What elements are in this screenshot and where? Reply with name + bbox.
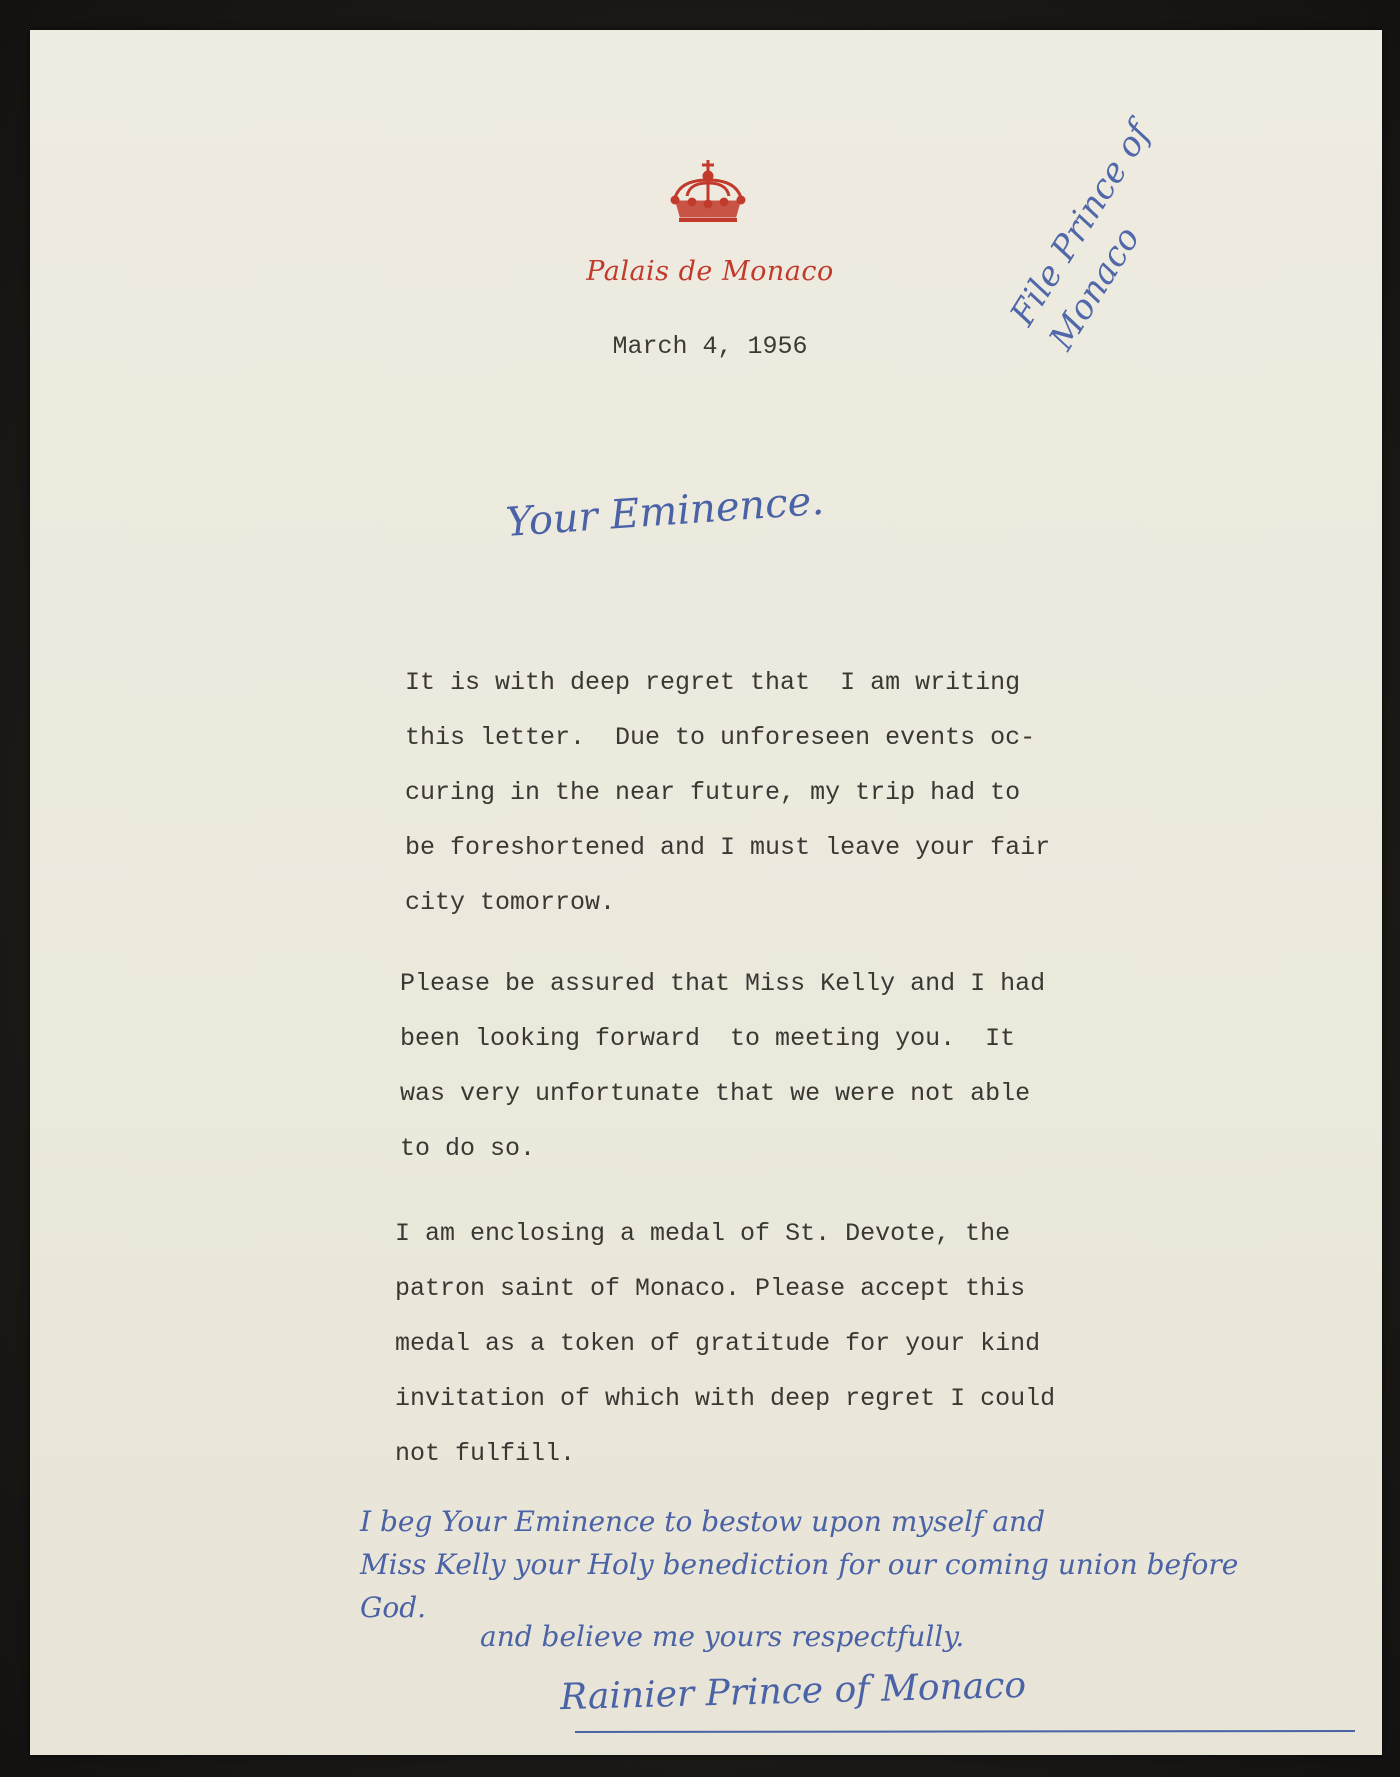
paragraph-3: I am enclosing a medal of St. Devote, the patron saint of Monaco. Please accept this medal as a token of gratitude for your kind invitation of which with deep regret I could not fulfill. [395, 1219, 1056, 1468]
paragraph-2: Please be assured that Miss Kelly and I had been looking forward to meeting you. It was very unfortunate that we were not able to do so. [400, 969, 1046, 1163]
handwritten-postscript: I beg Your Eminence to bestow upon myself and Miss Kelly your Holy benediction for our coming union before God. [360, 1505, 1239, 1624]
paragraph-1: It is with deep regret that I am writing this letter. Due to unforeseen events oc- curing in the near future, my trip had to be foreshortened and I must leave your fair city tomorrow. [405, 668, 1051, 917]
handwritten-salutation: Your Eminence. [504, 477, 826, 546]
handwritten-closing: and believe me yours respectfully. [480, 1620, 965, 1653]
handwritten-margin-note: File Prince of Monaco [1002, 115, 1159, 358]
crown-icon [667, 158, 749, 230]
signature-underline [575, 1730, 1355, 1733]
signature: Rainier Prince of Monaco [559, 1664, 1027, 1719]
letterhead-name: Palais de Monaco [586, 256, 834, 287]
letter-date: March 4, 1956 [612, 332, 808, 361]
